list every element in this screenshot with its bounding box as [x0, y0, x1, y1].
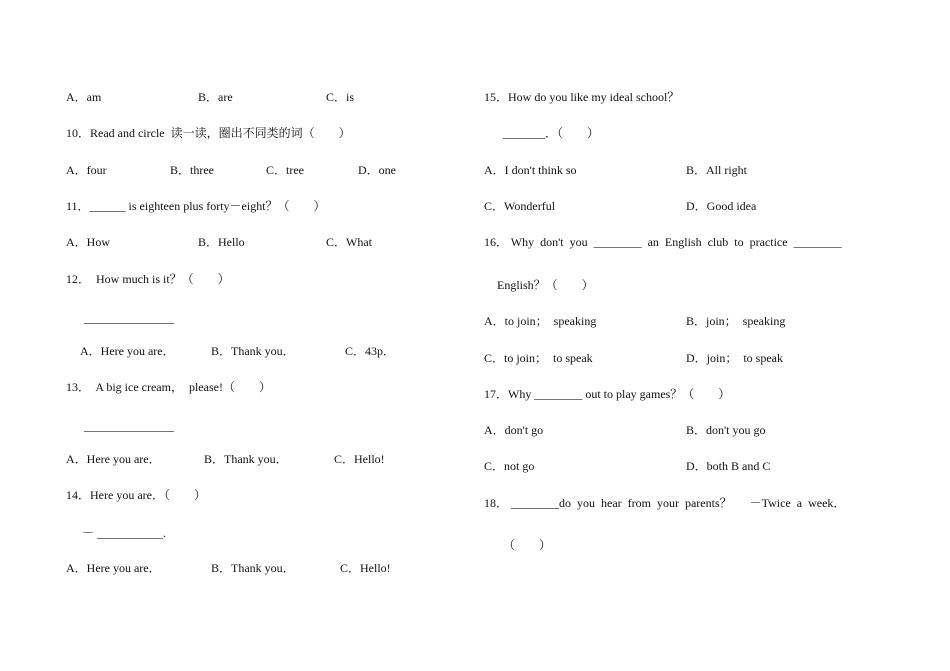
q9-option-b: B．are [198, 90, 233, 104]
question-10: 10．Read and circle 读一读，圈出不同类的词（ ） [66, 126, 351, 140]
q13-option-a: A．Here you are． [66, 452, 161, 466]
q13-option-b: B．Thank you． [204, 452, 288, 466]
q11-option-a: A．How [66, 235, 110, 249]
question-14: 14．Here you are．（ ） [66, 488, 206, 502]
question-17: 17．Why ________ out to play games？（ ） [484, 387, 731, 401]
q16-option-d: D．join； to speak [686, 351, 783, 365]
q15-answer-blank: _______．（ ） [503, 126, 600, 140]
question-16-line1: 16． Why don't you ________ an English club to practice ________ [484, 235, 842, 249]
q12-option-b: B．Thank you． [211, 344, 295, 358]
q12-option-a: A．Here you are． [80, 344, 175, 358]
q16-option-c: C．to join； to speak [484, 351, 593, 365]
q12-option-c: C．43p． [345, 344, 396, 358]
q17-option-a: A．don't go [484, 423, 544, 437]
q17-option-d: D．both B and C [686, 459, 771, 473]
question-18-line2: （ ） [503, 538, 552, 552]
q13-answer-blank: _______________ [84, 419, 174, 433]
q15-option-a: A．I don't think so [484, 163, 577, 177]
question-12: 12． How much is it？（ ） [66, 272, 230, 286]
q16-option-a: A．to join； speaking [484, 314, 597, 328]
question-18-line1: 18． ________do you hear from your parents？ －Twice a week． [484, 496, 846, 510]
q14-option-a: A．Here you are． [66, 561, 161, 575]
q9-option-a: A．am [66, 90, 102, 104]
q14-option-c: C．Hello! [340, 561, 391, 575]
q15-option-c: C．Wonderful [484, 199, 556, 213]
question-11: 11．______ is eighteen plus forty－eight？（ ） [66, 199, 326, 213]
question-13: 13． A big ice cream， please!（ ） [66, 380, 271, 394]
q15-option-d: D．Good idea [686, 199, 757, 213]
question-15: 15．How do you like my ideal school？ [484, 90, 680, 104]
q14-answer-blank: － ___________. [82, 526, 167, 540]
q17-option-c: C．not go [484, 459, 535, 473]
q17-option-b: B．don't you go [686, 423, 766, 437]
question-16-line2: English？（ ） [497, 278, 594, 292]
q15-option-b: B．All right [686, 163, 748, 177]
q10-option-c: C．tree [266, 163, 304, 177]
q10-option-a: A．four [66, 163, 107, 177]
q9-option-c: C．is [326, 90, 355, 104]
q11-option-c: C．What [326, 235, 372, 249]
q10-option-d: D．one [358, 163, 396, 177]
q13-option-c: C．Hello! [334, 452, 385, 466]
q10-option-b: B．three [170, 163, 214, 177]
q12-answer-blank: _______________ [84, 311, 174, 325]
q16-option-b: B．join； speaking [686, 314, 786, 328]
q11-option-b: B．Hello [198, 235, 245, 249]
q14-option-b: B．Thank you． [211, 561, 295, 575]
